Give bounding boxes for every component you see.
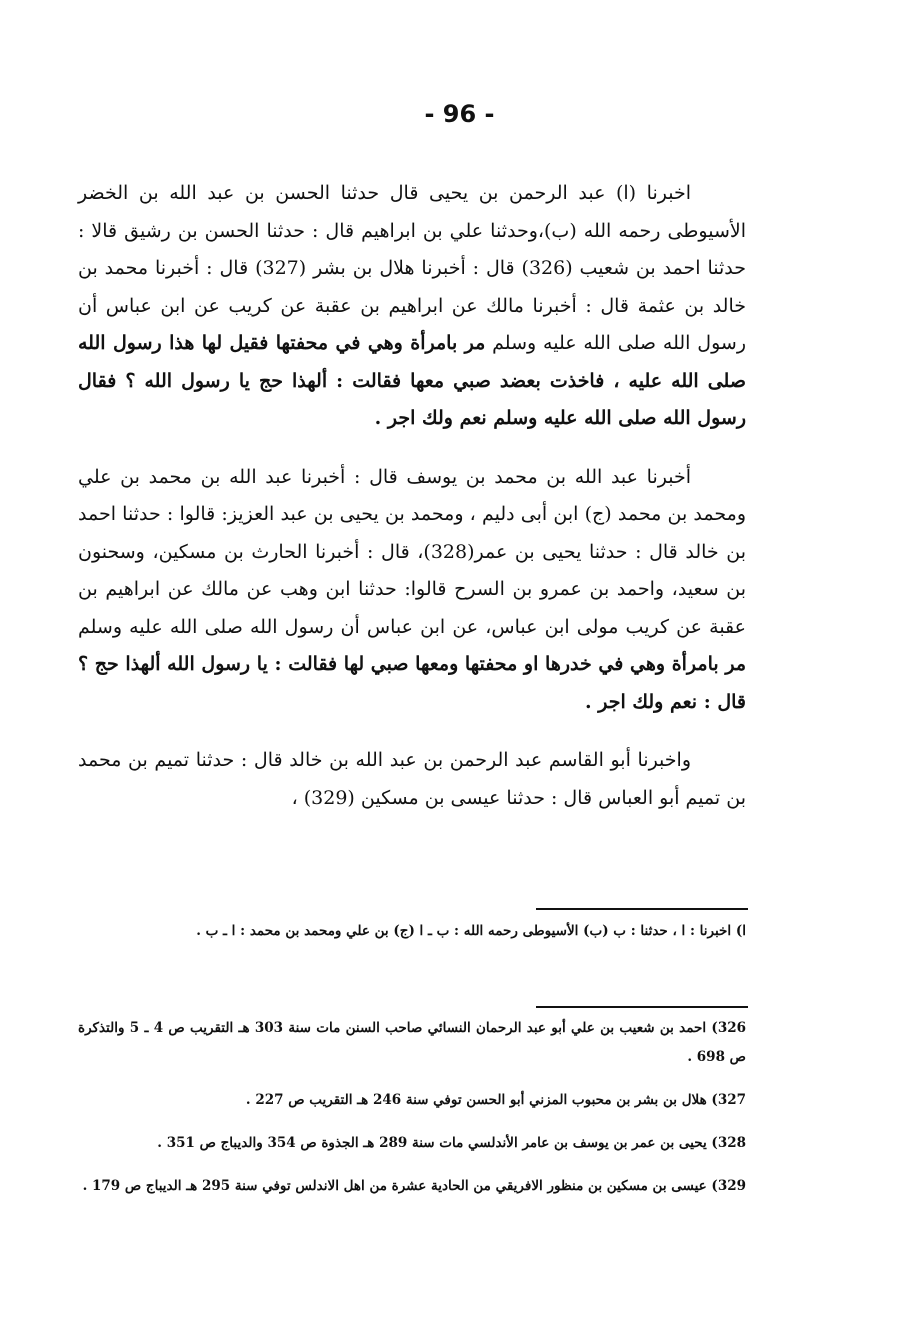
variant-notes	[78, 917, 746, 960]
footnote-divider-2	[536, 1006, 748, 1008]
footnotes	[78, 1014, 746, 1215]
paragraph-1-bold-text: مر بامرأة وهي في محفتها فقيل لها هذا رسول الله صلى الله عليه ، فاخذت بعضد صبي معها فقالت : ألهذا حج يا رسول الله ؟ فقال رسول الله صلى الله عليه وسلم نعم ولك اجر .	[78, 332, 746, 429]
paragraph-1	[78, 175, 746, 438]
main-text	[78, 175, 746, 838]
footnote-329: 329) عيسى بن مسكين بن منظور الافريقي من الحادية عشرة من اهل الاندلس توفي سنة 295 هـ الديباج ص 179 .	[82, 1178, 746, 1194]
footnote-328: 328) يحيى بن عمر بن يوسف بن عامر الأندلسي مات سنة 289 هـ الجذوة ص 354 والديباج ص 351 .	[157, 1135, 746, 1151]
footnote-326: 326) احمد بن شعيب بن علي أبو عبد الرحمان النسائي صاحب السنن مات سنة 303 هـ التقريب ص 4 ـ 5 والتذكرة ص 698 .	[78, 1020, 746, 1065]
footnote-327: 327) هلال بن بشر بن محبوب المزني أبو الحسن توفي سنة 246 هـ التقريب ص 227 .	[245, 1092, 746, 1108]
paragraph-2	[78, 459, 746, 722]
page-number: - 96 -	[424, 100, 495, 128]
paragraph-3	[78, 742, 746, 817]
paragraph-2-bold-text: مر بامرأة وهي في خدرها او محفتها ومعها صبي لها فقالت : يا رسول الله ألهذا حج ؟ قال : نعم ولك اجر .	[78, 653, 746, 713]
footnote-divider-1	[536, 908, 748, 910]
paragraph-3-text: واخبرنا أبو القاسم عبد الرحمن بن عبد الله بن خالد قال : حدثنا تميم بن محمد بن تميم أبو العباس قال : حدثنا عيسى بن مسكين (329) ،	[78, 749, 746, 809]
variant-note: ا) اخبرنا : ا ، حدثنا : ب (ب) الأسيوطى رحمه الله : ب ـ ا (ج) بن علي ومحمد بن محمد : ا ـ ب .	[196, 923, 746, 939]
paragraph-2-text: أخبرنا عبد الله بن محمد بن يوسف قال : أخبرنا عبد الله بن محمد بن علي ومحمد بن محمد (ج) ابن أبى دليم ، ومحمد بن يحيى بن عبد العزيز: قالوا : حدثنا احمد بن خالد قال : حدثنا يحيى بن عمر(328)، قال : أخبرنا الحارث بن مسكين، وسحنون بن سعيد، واحمد بن عمرو بن السرح قالوا: حدثنا ابن وهب عن مالك عن ابراهيم بن عقبة عن كريب مولى ابن عباس، عن ابن عباس أن رسول الله صلى الله عليه وسلم	[78, 465, 746, 638]
paragraph-1-text: اخبرنا (ا) عبد الرحمن بن يحيى قال حدثنا الحسن بن عبد الله بن الخضر الأسيوطى رحمه الله (ب)،وحدثنا علي بن ابراهيم قال : حدثنا الحسن بن رشيق قالا : حدثنا احمد بن شعيب (326) قال : أخبرنا هلال بن بشر (327) قال : أخبرنا محمد بن خالد بن عثمة قال : أخبرنا مالك عن ابراهيم بن عقبة عن كريب عن ابن عباس أن رسول الله صلى الله عليه وسلم	[78, 182, 746, 354]
